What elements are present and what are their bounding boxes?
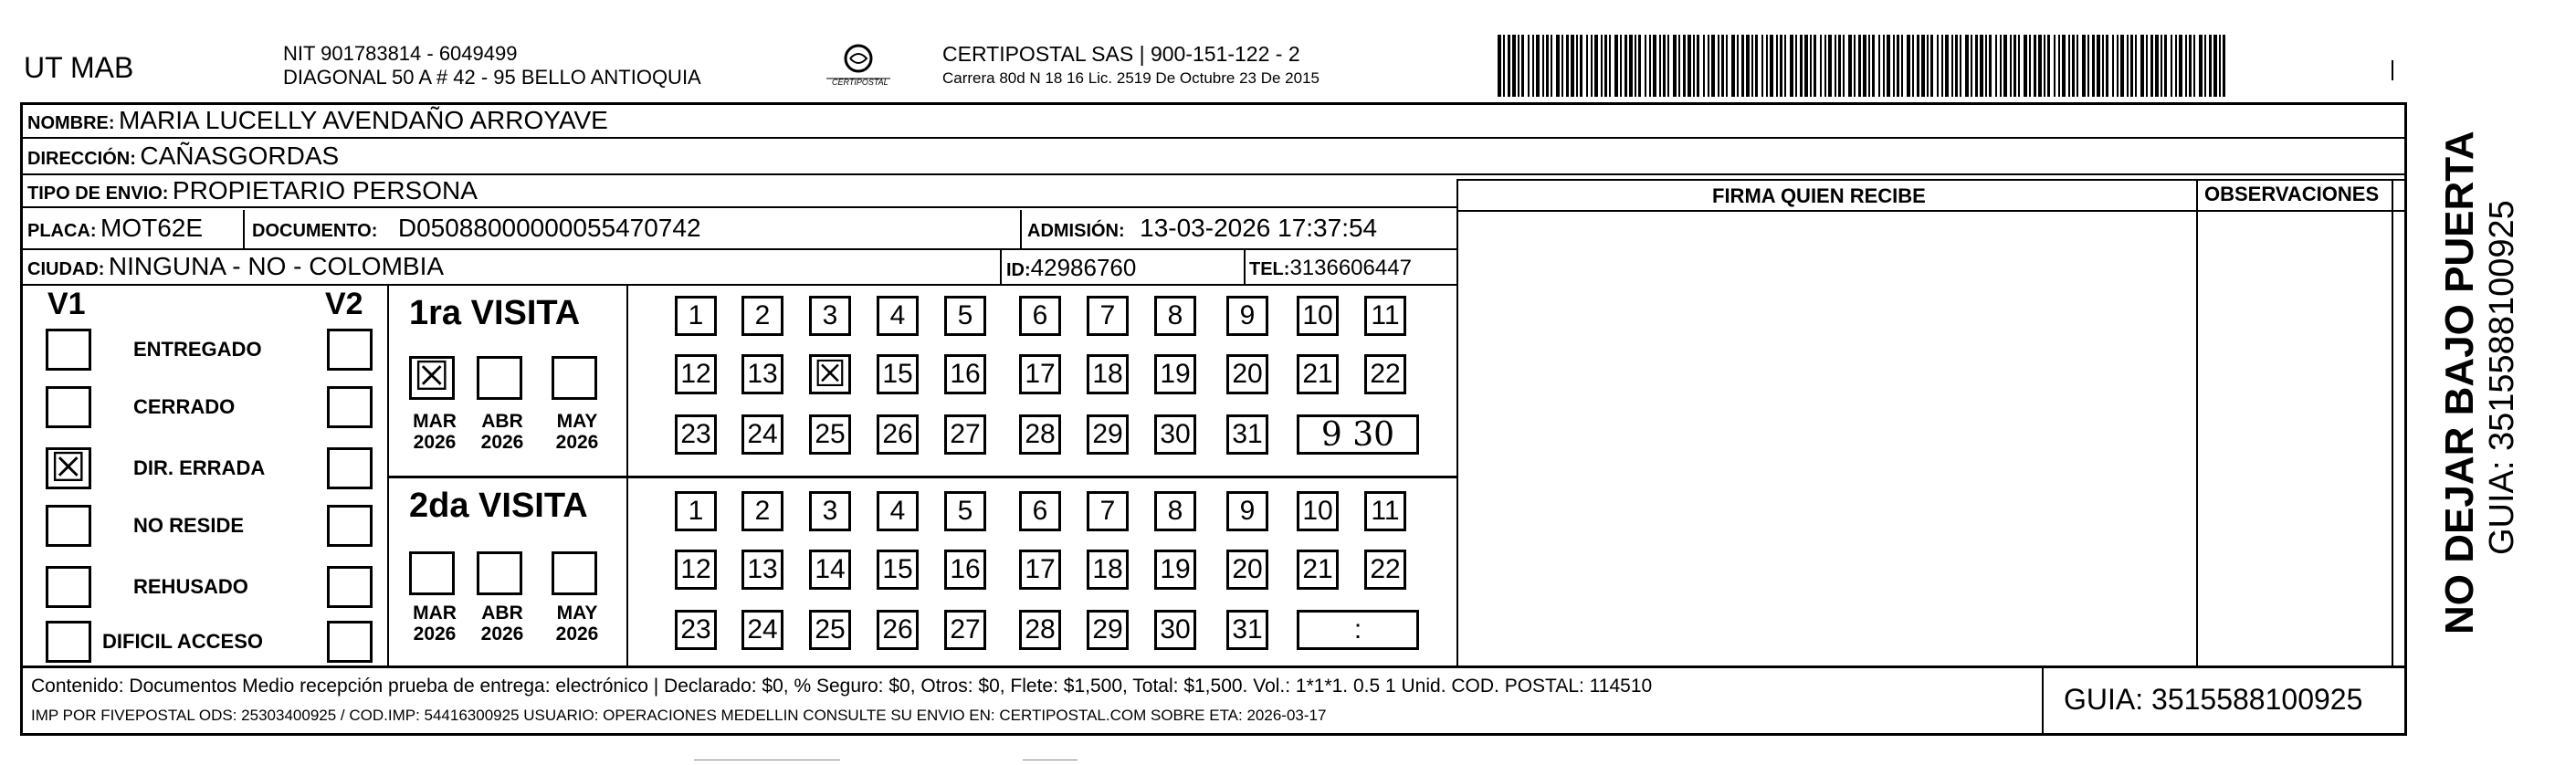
day-box[interactable]: 30	[1154, 414, 1196, 455]
day-box[interactable]: 2	[741, 296, 783, 336]
month-label	[475, 603, 530, 644]
day-box[interactable]: 16	[944, 550, 986, 590]
status-divider	[387, 284, 389, 665]
row-divider	[20, 173, 2407, 175]
day-box[interactable]: 4	[877, 491, 919, 531]
day-box[interactable]: 4	[877, 296, 919, 336]
day-box[interactable]: 28	[1019, 414, 1061, 455]
direccion-row	[27, 141, 339, 171]
day-box[interactable]: 28	[1019, 610, 1061, 650]
month-label	[550, 603, 605, 644]
month-name: MAY	[556, 411, 598, 432]
observaciones-right	[2392, 179, 2393, 665]
company-name: CERTIPOSTAL SAS | 900-151-122 - 2	[942, 42, 1300, 66]
day-box[interactable]: 11	[1364, 296, 1406, 336]
day-box[interactable]: 30	[1154, 610, 1196, 650]
month-label	[550, 411, 605, 453]
row-divider	[20, 206, 1456, 208]
status-label: DIFICIL ACCESO	[102, 630, 264, 653]
day-box[interactable]: 18	[1087, 354, 1129, 394]
day-box[interactable]: 5	[944, 491, 986, 531]
month-name: ABR	[481, 603, 523, 624]
company-license: Carrera 80d N 18 16 Lic. 2519 De Octubre 23 De 2015	[942, 69, 1320, 87]
month-checkbox[interactable]	[409, 551, 455, 595]
tipo-value: PROPIETARIO PERSONA	[172, 176, 478, 204]
tel-value: 3136606447	[1289, 256, 1412, 280]
month-name: MAY	[556, 603, 598, 624]
firma-divider	[1456, 179, 1458, 665]
status-v2-checkbox[interactable]	[327, 447, 373, 489]
day-box[interactable]: 8	[1154, 491, 1196, 531]
placa-field	[27, 214, 203, 243]
tel-field	[1249, 256, 1412, 281]
day-box[interactable]: 25	[809, 414, 851, 455]
day-box[interactable]: 23	[675, 414, 717, 455]
visit-row-divider	[387, 476, 1456, 478]
month-year: 2026	[413, 432, 457, 453]
footer-guia-divider	[2042, 665, 2044, 736]
direccion-label: DIRECCIÓN:	[27, 149, 136, 169]
ciudad-label: CIUDAD:	[27, 259, 105, 279]
day-box[interactable]: 19	[1154, 550, 1196, 590]
day-box[interactable]: 9	[1226, 491, 1268, 531]
day-box[interactable]: 7	[1087, 491, 1129, 531]
status-label: NO RESIDE	[133, 514, 245, 537]
v1-header: V1	[47, 287, 86, 321]
placa-divider	[243, 210, 245, 248]
logo-text: CERTIPOSTAL	[832, 78, 888, 87]
day-box[interactable]: 2	[741, 491, 783, 531]
month-checkbox[interactable]	[477, 356, 522, 400]
day-box[interactable]: 12	[675, 354, 717, 394]
month-label	[475, 411, 530, 453]
row-divider	[20, 248, 1456, 250]
day-box[interactable]: 27	[944, 610, 986, 650]
checkmark-icon: ☒	[50, 445, 87, 491]
month-checkbox[interactable]	[552, 356, 597, 400]
status-label: CERRADO	[133, 395, 236, 418]
day-box[interactable]: 10	[1297, 296, 1339, 336]
side-guia: GUIA: 3515588100925	[2483, 200, 2521, 555]
status-v2-checkbox[interactable]	[327, 505, 373, 547]
day-box[interactable]: 1	[675, 491, 717, 531]
company-nit: NIT 901783814 - 6049499	[283, 42, 518, 65]
day-box[interactable]: 11	[1364, 491, 1406, 531]
placa-label: PLACA:	[27, 221, 97, 241]
id-field	[1006, 254, 1136, 282]
day-box[interactable]: 22	[1364, 550, 1406, 590]
id-value: 42986760	[1030, 254, 1137, 281]
day-box[interactable]: 13	[741, 354, 783, 394]
footer-guia: GUIA: 3515588100925	[2064, 683, 2363, 716]
status-v1-checkbox[interactable]	[46, 386, 91, 428]
day-box[interactable]: 29	[1087, 414, 1129, 455]
status-v1-checkbox[interactable]	[46, 621, 91, 663]
status-v1-checkbox[interactable]	[46, 566, 91, 608]
side-notice: NO DEJAR BAJO PUERTA	[2437, 131, 2482, 634]
status-v2-checkbox[interactable]	[327, 566, 373, 608]
day-box[interactable]: 21	[1297, 354, 1339, 394]
header-edge-mark	[2392, 60, 2393, 80]
day-box[interactable]: 10	[1297, 491, 1339, 531]
status-label: REHUSADO	[133, 575, 248, 598]
status-v1-checkbox[interactable]	[46, 447, 91, 489]
status-v1-checkbox[interactable]	[46, 505, 91, 547]
day-box[interactable]: 20	[1226, 550, 1268, 590]
tel-label: TEL:	[1249, 259, 1290, 279]
documento-value: D05088000000055470742	[397, 214, 701, 242]
month-checkbox[interactable]	[409, 353, 455, 400]
visit-divider	[626, 284, 628, 665]
footer-divider	[20, 665, 2407, 668]
day-box[interactable]: 31	[1226, 610, 1268, 650]
tel-divider	[1244, 250, 1246, 284]
route-code: UT MAB	[24, 51, 134, 84]
admision-value: 13-03-2026 17:37:54	[1140, 214, 1378, 242]
documento-field	[252, 214, 701, 243]
row-divider	[20, 137, 2407, 139]
certipostal-logo	[817, 40, 899, 91]
day-box[interactable]: 18	[1087, 550, 1129, 590]
day-box[interactable]: 8	[1154, 296, 1196, 336]
month-checkbox[interactable]	[552, 551, 597, 595]
day-box[interactable]: 15	[877, 354, 919, 394]
day-box[interactable]: 6	[1019, 491, 1061, 531]
footer-content: Contenido: Documentos Medio recepción prueba de entrega: electrónico | Declarado: $0, % Seguro: $0, Otros: $0, Flete: $1,500, Total: $1,500. Vol.: 1*1*1. 0.5 1 Unid. COD. POSTAL: 114510	[31, 676, 1653, 697]
visit-1-title: 1ra VISITA	[409, 294, 581, 332]
nombre-row	[27, 106, 608, 135]
month-year: 2026	[480, 624, 524, 644]
status-v1-checkbox[interactable]	[46, 329, 91, 371]
day-box[interactable]: 22	[1364, 354, 1406, 394]
day-box[interactable]: 25	[809, 610, 851, 650]
day-box[interactable]: 3	[809, 296, 851, 336]
admision-label: ADMISIÓN:	[1027, 221, 1125, 241]
day-box[interactable]: 12	[675, 550, 717, 590]
nombre-label: NOMBRE:	[27, 113, 115, 133]
month-label	[407, 411, 462, 453]
day-box[interactable]: 6	[1019, 296, 1061, 336]
observaciones-divider	[2196, 179, 2198, 665]
placa-value: MOT62E	[100, 214, 204, 242]
day-box[interactable]: 3	[809, 491, 851, 531]
tipo-row	[27, 176, 478, 205]
day-box[interactable]: 13	[741, 550, 783, 590]
day-box[interactable]: 24	[741, 610, 783, 650]
month-checkbox[interactable]	[477, 551, 522, 595]
day-box[interactable]: 26	[877, 414, 919, 455]
status-v2-checkbox[interactable]	[327, 386, 373, 428]
time-input[interactable]: :	[1297, 610, 1419, 650]
ciudad-field	[27, 252, 444, 281]
day-box[interactable]: 16	[944, 354, 986, 394]
visit-2-title: 2da VISITA	[409, 487, 588, 525]
id-label: ID:	[1006, 260, 1031, 280]
month-year: 2026	[555, 624, 599, 644]
documento-label: DOCUMENTO:	[252, 221, 378, 241]
row-divider	[20, 284, 1456, 286]
footer-print-info: IMP POR FIVEPOSTAL ODS: 25303400925 / COD.IMP: 54416300925 USUARIO: OPERACIONES MEDELLIN CONSULTE SU ENVIO EN: CERTIPOSTAL.COM SOBRE ETA: 2026-03-17	[31, 707, 1327, 724]
status-v2-checkbox[interactable]	[327, 329, 373, 371]
admision-field	[1027, 214, 1377, 243]
month-year: 2026	[555, 432, 599, 453]
day-box[interactable]: 27	[944, 414, 986, 455]
month-name: MAR	[413, 411, 457, 432]
company-address: DIAGONAL 50 A # 42 - 95 BELLO ANTIOQUIA	[283, 66, 701, 89]
day-box[interactable]: 14	[809, 550, 851, 590]
day-box[interactable]: 1	[675, 296, 717, 336]
row-divider	[1456, 210, 2407, 212]
time-input[interactable]: 9 30	[1297, 414, 1419, 455]
day-box[interactable]: 17	[1019, 550, 1061, 590]
day-box[interactable]: 5	[944, 296, 986, 336]
day-box[interactable]: 31	[1226, 414, 1268, 455]
day-box[interactable]: 9	[1226, 296, 1268, 336]
day-box[interactable]: 29	[1087, 610, 1129, 650]
day-box[interactable]: 17	[1019, 354, 1061, 394]
firma-header: FIRMA QUIEN RECIBE	[1712, 184, 1926, 207]
month-name: MAR	[413, 603, 457, 624]
month-name: ABR	[481, 411, 523, 432]
status-v2-checkbox[interactable]	[327, 621, 373, 663]
day-box[interactable]: 7	[1087, 296, 1129, 336]
day-box[interactable]: 21	[1297, 550, 1339, 590]
v2-header: V2	[325, 287, 363, 321]
day-box[interactable]: 19	[1154, 354, 1196, 394]
month-label	[407, 603, 462, 644]
barcode-icon	[1498, 35, 2228, 97]
admision-divider	[1020, 210, 1022, 248]
id-divider	[1000, 250, 1002, 284]
status-label: DIR. ERRADA	[133, 456, 266, 479]
month-year: 2026	[413, 624, 457, 644]
direccion-value: CAÑASGORDAS	[140, 141, 340, 170]
day-box[interactable]: 24	[741, 414, 783, 455]
day-box[interactable]: 23	[675, 610, 717, 650]
status-label: ENTREGADO	[133, 338, 262, 361]
ciudad-value: NINGUNA - NO - COLOMBIA	[108, 252, 445, 280]
day-box[interactable]: 20	[1226, 354, 1268, 394]
tipo-label: TIPO DE ENVIO:	[27, 183, 169, 204]
observaciones-header: OBSERVACIONES	[2204, 183, 2380, 205]
day-box[interactable]: 15	[877, 550, 919, 590]
day-box[interactable]: 26	[877, 610, 919, 650]
checkmark-icon: ☒	[414, 353, 450, 400]
month-year: 2026	[480, 432, 524, 453]
nombre-value: MARIA LUCELLY AVENDAÑO ARROYAVE	[119, 106, 608, 134]
row-divider	[1456, 179, 2407, 181]
day-box[interactable]: ☒	[809, 354, 851, 394]
